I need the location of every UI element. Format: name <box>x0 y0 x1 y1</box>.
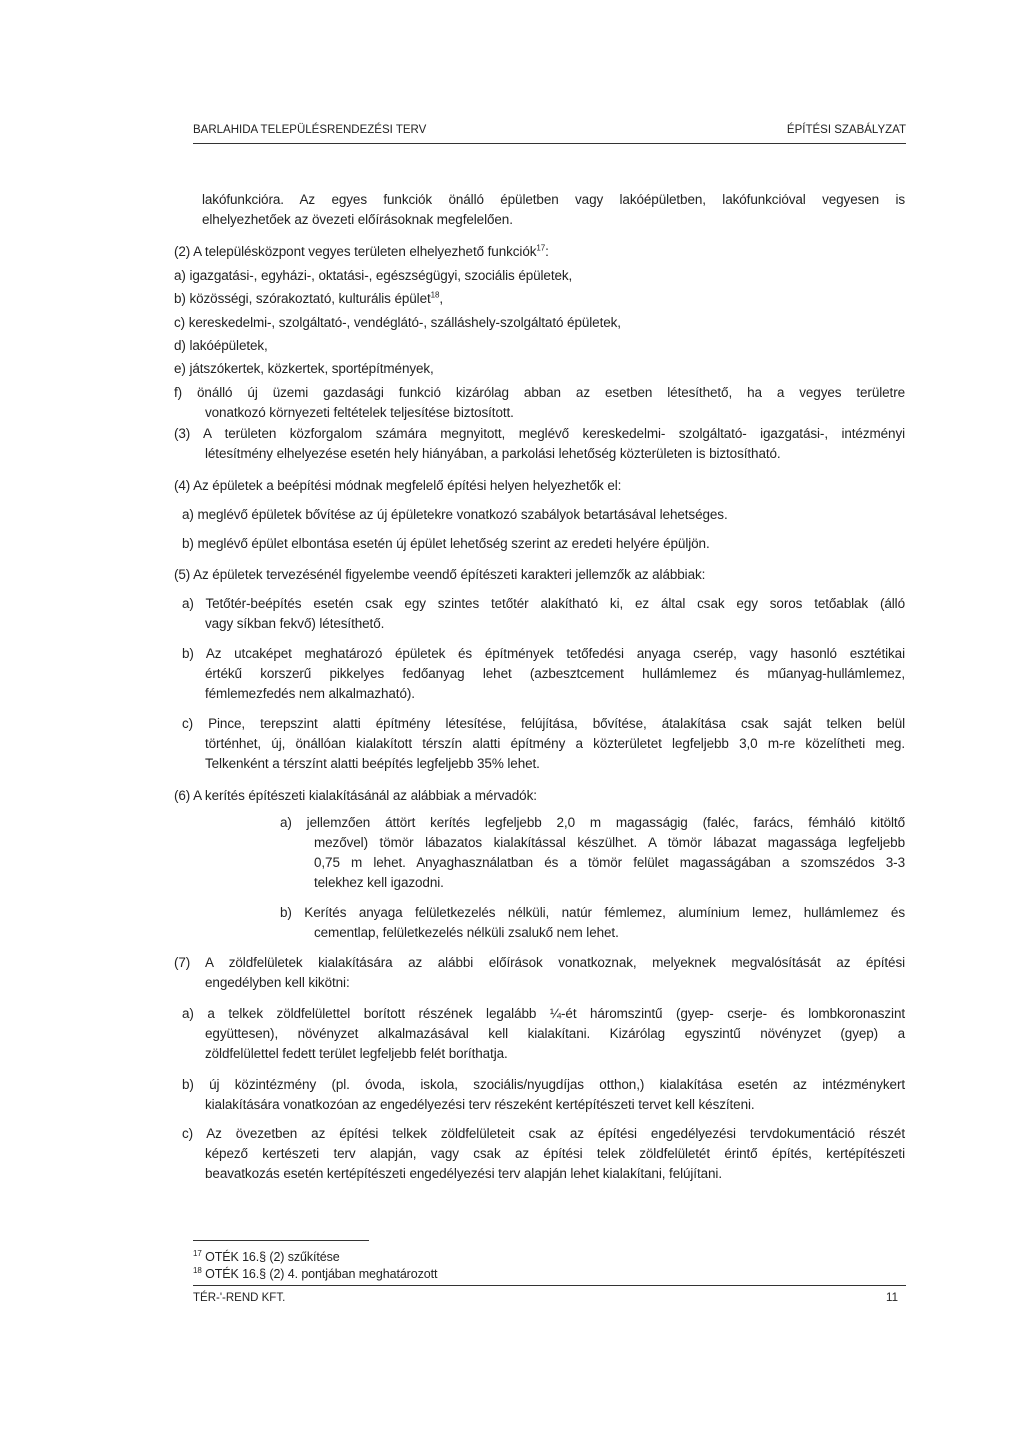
list-item: b) Az utcaképet meghatározó épületek és építmények tetőfedési anyaga cserép, vagy hasonló esztétikai <box>182 646 905 661</box>
list-item: a) a telkek zöldfelülettel borított részének legalább ¼-ét háromszintű (gyep- cserje- és lombkoronaszint <box>182 1006 905 1021</box>
list-item-cont: telekhez kell igazodni. <box>314 875 444 890</box>
list-item-cont: történhet, új, önállóan kialakított térszín alatti építmény a közterületet legfeljebb 3,0 m-re közelítheti meg. <box>205 736 905 751</box>
list-item-cont: beavatkozás esetén kertépítészeti engedélyezési terv alapján lehet kialakítani, felújítani. <box>205 1166 722 1181</box>
list-item-cont: vagy síkban fekvő) létesíthető. <box>205 616 385 631</box>
footnote-ref-17: 17 <box>536 243 546 253</box>
section-7-lead-cont: engedélyben kell kikötni: <box>205 975 350 990</box>
list-item: b) közösségi, szórakoztató, kulturális épület$^{18}$, <box>174 290 443 306</box>
list-item: f) önálló új üzemi gazdasági funkció kizárólag abban az esetben létesíthető, ha a vegyes területre <box>174 385 905 400</box>
list-item: a) jellemzően áttört kerítés legfeljebb 2,0 m magasságig (faléc, farács, fémháló kitöltő <box>280 815 905 830</box>
body-line: lakófunkcióra. Az egyes funkciók önálló épületben vagy lakóépületben, lakófunkcióval vegyesen is <box>202 192 905 207</box>
list-item-cont: mezővel) tömör lábazatos kialakítással készülhet. A tömör lábazat magassága legfeljebb <box>314 835 905 850</box>
list-item: c) Pince, terepszint alatti építmény létesítése, felújítása, bővítése, átalakítása csak saját telken belül <box>182 716 905 731</box>
body-line: elhelyezhetőek az övezeti előírásoknak megfelelően. <box>202 212 513 227</box>
list-item-cont: Telkenként a térszínt alatti beépítés legfeljebb 35% lehet. <box>205 756 540 771</box>
footer-company: TÉR-'-REND KFT. <box>193 1292 286 1304</box>
section-4-lead: (4) Az épületek a beépítési módnak megfelelő építési helyen helyezhetők el: <box>174 478 622 493</box>
section-2-lead: (2) A településközpont vegyes területen elhelyezhető funkciók$^{17}$: <box>174 243 549 259</box>
list-item: e) játszókertek, közkertek, sportépítmények, <box>174 361 434 376</box>
list-item: b) új közintézmény (pl. óvoda, iskola, szociális/nyugdíjas otthon,) kialakítása esetén az intézménykert <box>182 1077 905 1092</box>
page-number: 11 <box>886 1292 898 1304</box>
list-item-cont: kialakítására vonatkozóan az engedélyezési terv részeként kertépítészeti tervet kell készíteni. <box>205 1097 755 1112</box>
list-item: b) Kerítés anyaga felületkezelés nélküli, natúr fémlemez, alumínium lemez, hullámlemez és <box>280 905 905 920</box>
list-item-cont: 0,75 m lehet. Anyaghasználatban és a tömör felület magasságában a szomszédos 3-3 <box>314 855 905 870</box>
list-item-cont: képező kertészeti terv alapján, vagy csak az építési telek zöldfelületét érintő építés, kertépítészeti <box>205 1146 905 1161</box>
list-item: b) meglévő épület elbontása esetén új épület lehetőség szerint az eredeti helyére épüljön. <box>182 536 710 551</box>
header-rule <box>193 143 906 144</box>
footnote: $^{17}$ OTÉK 16.§ (2) szűkítése <box>193 1248 340 1264</box>
list-item-cont: fémlemezfedés nem alkalmazható). <box>205 686 415 701</box>
header-right: ÉPÍTÉSI SZABÁLYZAT <box>786 124 906 136</box>
section-7-lead: (7) A zöldfelületek kialakítására az alábbi előírások vonatkoznak, melyeknek megvalósítását az építési <box>174 955 905 970</box>
section-6-lead: (6) A kerítés építészeti kialakításánál az alábbiak a mérvadók: <box>174 788 537 803</box>
list-item-cont: vonatkozó környezeti feltételek teljesítése biztosított. <box>205 405 514 420</box>
list-item-cont: értékű korszerű pikkelyes fedőanyag lehet (azbesztcement hullámlemez és műanyag-hullámlemez, <box>205 666 905 681</box>
list-item: a) igazgatási-, egyházi-, oktatási-, egészségügyi, szociális épületek, <box>174 268 573 283</box>
list-item: c) kereskedelmi-, szolgáltató-, vendéglátó-, szálláshely-szolgáltató épületek, <box>174 315 621 330</box>
footnote: $^{18}$ OTÉK 16.§ (2) 4. pontjában meghatározott <box>193 1265 438 1281</box>
list-item-cont: cementlap, felületkezelés nélküli zsalukő nem lehet. <box>314 925 619 940</box>
list-item: a) Tetőtér-beépítés esetén csak egy szintes tetőtér alakítható ki, ez által csak egy soros tetőablak (álló <box>182 596 905 611</box>
section-5-lead: (5) Az épületek tervezésénél figyelembe veendő építészeti karakteri jellemzők az alábbiak: <box>174 567 706 582</box>
list-item: d) lakóépületek, <box>174 338 268 353</box>
section-3-line: létesítmény elhelyezése esetén hely hiányában, a parkolási lehetőség közterületen is biztosítható. <box>205 446 781 461</box>
list-item-cont: együttesen), növényzet alkalmazásával kell kialakítani. Kizárólag egyszintű növényzet (gyep) a <box>205 1026 905 1041</box>
list-item: a) meglévő épületek bővítése az új épületekre vonatkozó szabályok betartásával lehetséges. <box>182 507 728 522</box>
list-item-cont: zöldfelülettel fedett terület legfeljebb felét boríthatja. <box>205 1046 508 1061</box>
footnote-ref-18: 18 <box>430 290 440 300</box>
section-3-line: (3) A területen közforgalom számára megnyitott, meglévő kereskedelmi- szolgáltató- igazgatási-, intézményi <box>174 426 905 441</box>
list-item: c) Az övezetben az építési telkek zöldfelületeit csak az építési engedélyezési tervdokumentáció részét <box>182 1126 905 1141</box>
footer-rule <box>193 1285 906 1286</box>
header-left: BARLAHIDA TELEPÜLÉSRENDEZÉSI TERV <box>193 124 427 136</box>
footnote-rule <box>193 1240 369 1241</box>
